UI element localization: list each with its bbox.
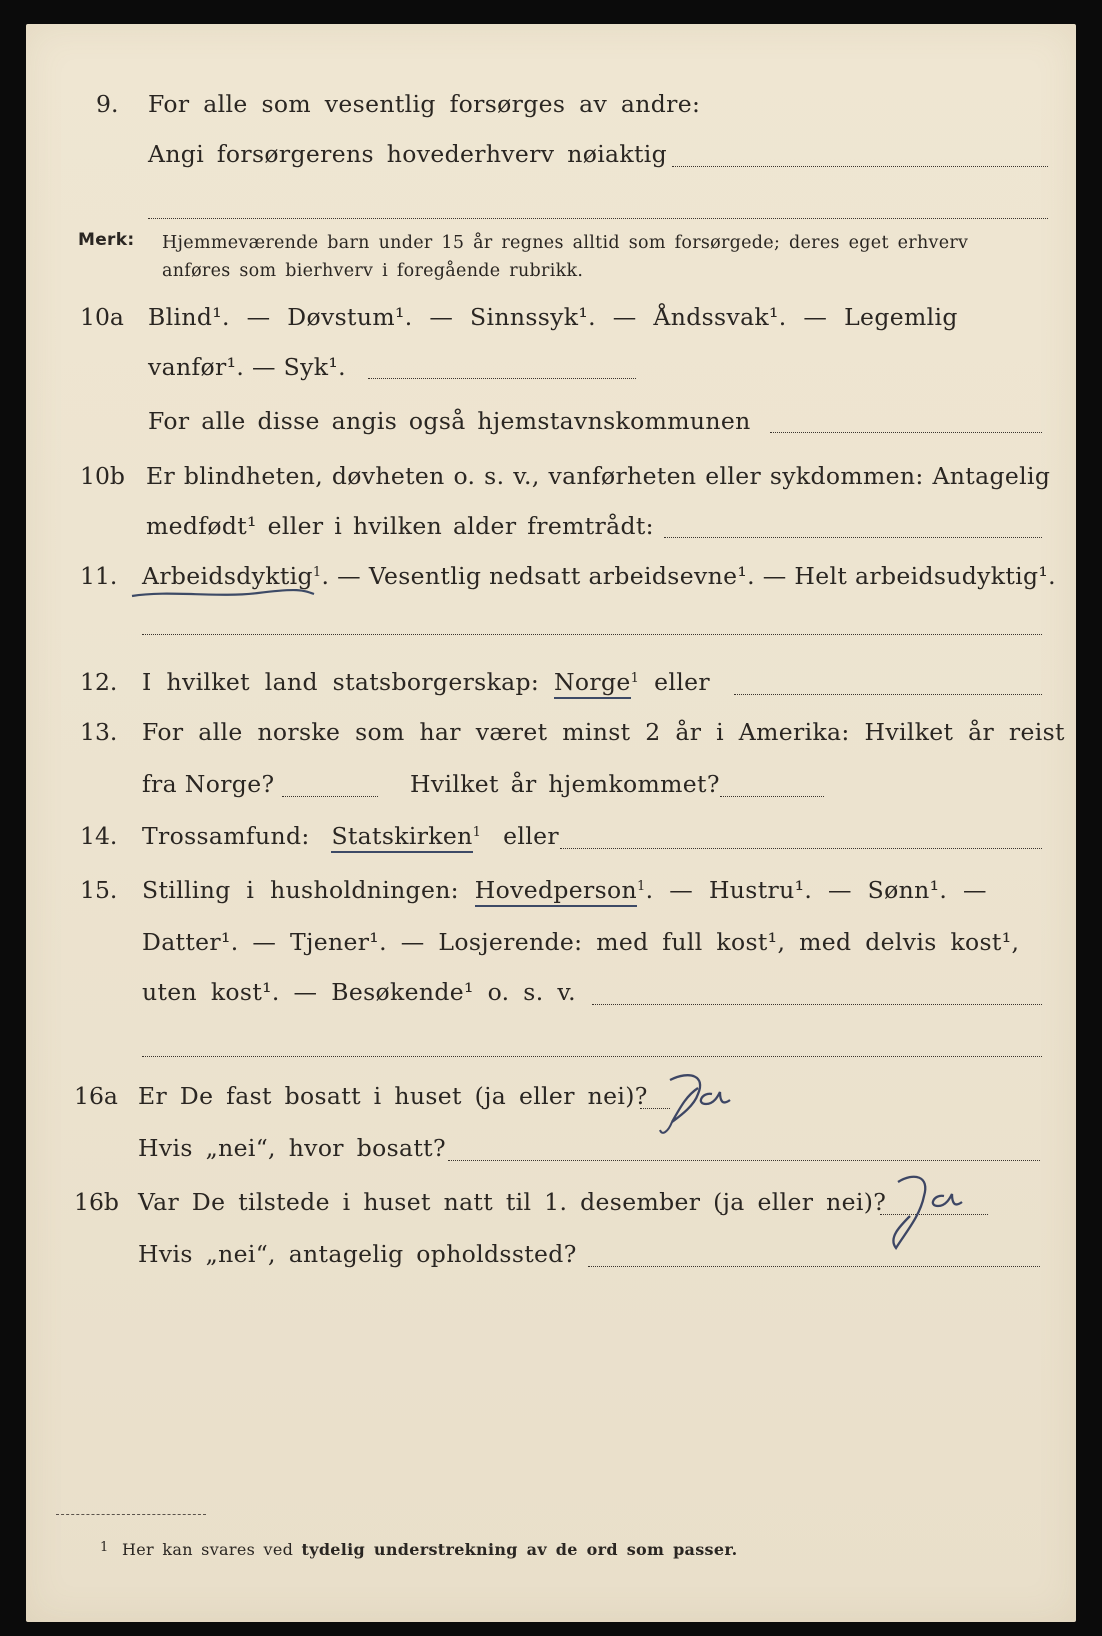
q10a-line2: vanfør¹. — Syk¹. bbox=[148, 353, 346, 381]
q14-line: Trossamfund: Statskirken$^1$ eller bbox=[142, 822, 559, 850]
footnote-bold: tydelig understrekning av de ord som passer. bbox=[301, 1540, 738, 1559]
q11-rest: . — Vesentlig nedsatt arbeidsevne¹. — Helt arbeidsudyktig¹. bbox=[321, 562, 1057, 590]
q13-line1: For alle norske som har været minst 2 år i Amerika: Hvilket år reist bbox=[142, 718, 1065, 746]
footnote-divider bbox=[56, 1514, 206, 1515]
q15-answer-line-2[interactable] bbox=[142, 1056, 1042, 1057]
q13-reist-line[interactable] bbox=[282, 796, 378, 797]
q10b-line1: Er blindheten, døvheten o. s. v., vanførheten eller sykdommen: Antagelig bbox=[146, 462, 1051, 490]
q16b-handwritten-answer bbox=[870, 1168, 980, 1258]
footnote-text bbox=[122, 1540, 737, 1559]
q12-answer-norge[interactable]: Norge bbox=[554, 668, 631, 699]
merk-label: Merk: bbox=[78, 230, 135, 250]
q16a-number: 16a bbox=[74, 1082, 118, 1110]
q10b-line2: medfødt¹ eller i hvilken alder fremtrådt: bbox=[146, 512, 654, 540]
q12-number: 12. bbox=[80, 668, 118, 696]
q16a-bosatt-line[interactable] bbox=[448, 1160, 1040, 1161]
q16a-line1: Er De fast bosatt i huset (ja eller nei)? bbox=[138, 1082, 648, 1110]
q16b-number: 16b bbox=[74, 1188, 119, 1216]
q9-answer-line-2[interactable] bbox=[148, 218, 1048, 219]
q15-answer-hovedperson[interactable]: Hovedperson bbox=[475, 876, 637, 907]
q16b-line1: Var De tilstede i huset natt til 1. desember (ja eller nei)? bbox=[138, 1188, 887, 1216]
q15-line3: uten kost¹. — Besøkende¹ o. s. v. bbox=[142, 978, 577, 1006]
q12-eller: eller bbox=[654, 668, 710, 696]
q15-line2: Datter¹. — Tjener¹. — Losjerende: med full kost¹, med delvis kost¹, bbox=[142, 928, 1020, 956]
q16a-handwritten-answer bbox=[650, 1070, 760, 1140]
q10a-hjemstavn-line[interactable] bbox=[770, 432, 1042, 433]
q12-answer-line[interactable] bbox=[734, 694, 1042, 695]
q13-line2a: fra Norge? bbox=[142, 770, 275, 798]
q11-handwritten-underline bbox=[128, 584, 318, 604]
q16a-line2: Hvis „nei“, hvor bosatt? bbox=[138, 1134, 446, 1162]
footnote-pre: Her kan svares ved bbox=[122, 1540, 294, 1559]
q15-number: 15. bbox=[80, 876, 118, 904]
q9-number: 9. bbox=[96, 90, 119, 118]
q10a-line1: Blind¹. — Døvstum¹. — Sinnssyk¹. — Åndssvak¹. — Legemlig bbox=[148, 303, 958, 331]
q13-line2b: Hvilket år hjemkommet? bbox=[410, 770, 720, 798]
merk-line2: anføres som bierhverv i foregående rubrikk. bbox=[162, 261, 584, 281]
q15-question: Stilling i husholdningen: bbox=[142, 876, 459, 904]
q11-answer-line[interactable] bbox=[142, 634, 1042, 635]
q16b-opholdssted-line[interactable] bbox=[588, 1266, 1040, 1267]
q13-hjemkommet-line[interactable] bbox=[720, 796, 824, 797]
q14-question: Trossamfund: bbox=[142, 822, 310, 850]
q10b-answer-line[interactable] bbox=[664, 537, 1042, 538]
q11-number: 11. bbox=[80, 562, 118, 590]
q13-number: 13. bbox=[80, 718, 118, 746]
q14-number: 14. bbox=[80, 822, 118, 850]
q9-line1: For alle som vesentlig forsørges av andre: bbox=[148, 90, 701, 118]
q14-answer-line[interactable] bbox=[560, 848, 1042, 849]
q12-question: I hvilket land statsborgerskap: bbox=[142, 668, 540, 696]
q10a-answer-line[interactable] bbox=[368, 378, 636, 379]
q10a-number: 10a bbox=[80, 303, 124, 331]
q14-eller: eller bbox=[503, 822, 559, 850]
q15-options-1: . — Hustru¹. — Sønn¹. — bbox=[645, 876, 987, 904]
q15-line1: Stilling i husholdningen: Hovedperson$^1$. — Hustru¹. — Sønn¹. — bbox=[142, 876, 987, 904]
footnote-mark: 1 bbox=[100, 1540, 109, 1555]
q9-answer-line[interactable] bbox=[672, 166, 1048, 167]
q14-answer-statskirken[interactable]: Statskirken bbox=[331, 822, 472, 853]
q16b-line2: Hvis „nei“, antagelig opholdssted? bbox=[138, 1240, 577, 1268]
merk-line1: Hjemmeværende barn under 15 år regnes alltid som forsørgede; deres eget erhverv bbox=[162, 233, 969, 253]
q11-line: Arbeidsdyktig$^1$. — Vesentlig nedsatt arbeidsevne¹. — Helt arbeidsudyktig¹. bbox=[142, 562, 1057, 590]
q12-line: I hvilket land statsborgerskap: Norge$^1$ eller bbox=[142, 668, 710, 696]
q15-answer-line[interactable] bbox=[592, 1004, 1042, 1005]
q11-option-arbeidsdyktig[interactable]: Arbeidsdyktig bbox=[142, 562, 313, 590]
q10b-number: 10b bbox=[80, 462, 125, 490]
q9-line2: Angi forsørgerens hovederhverv nøiaktig bbox=[148, 140, 668, 168]
q10a-line3: For alle disse angis også hjemstavnskommunen bbox=[148, 407, 751, 435]
